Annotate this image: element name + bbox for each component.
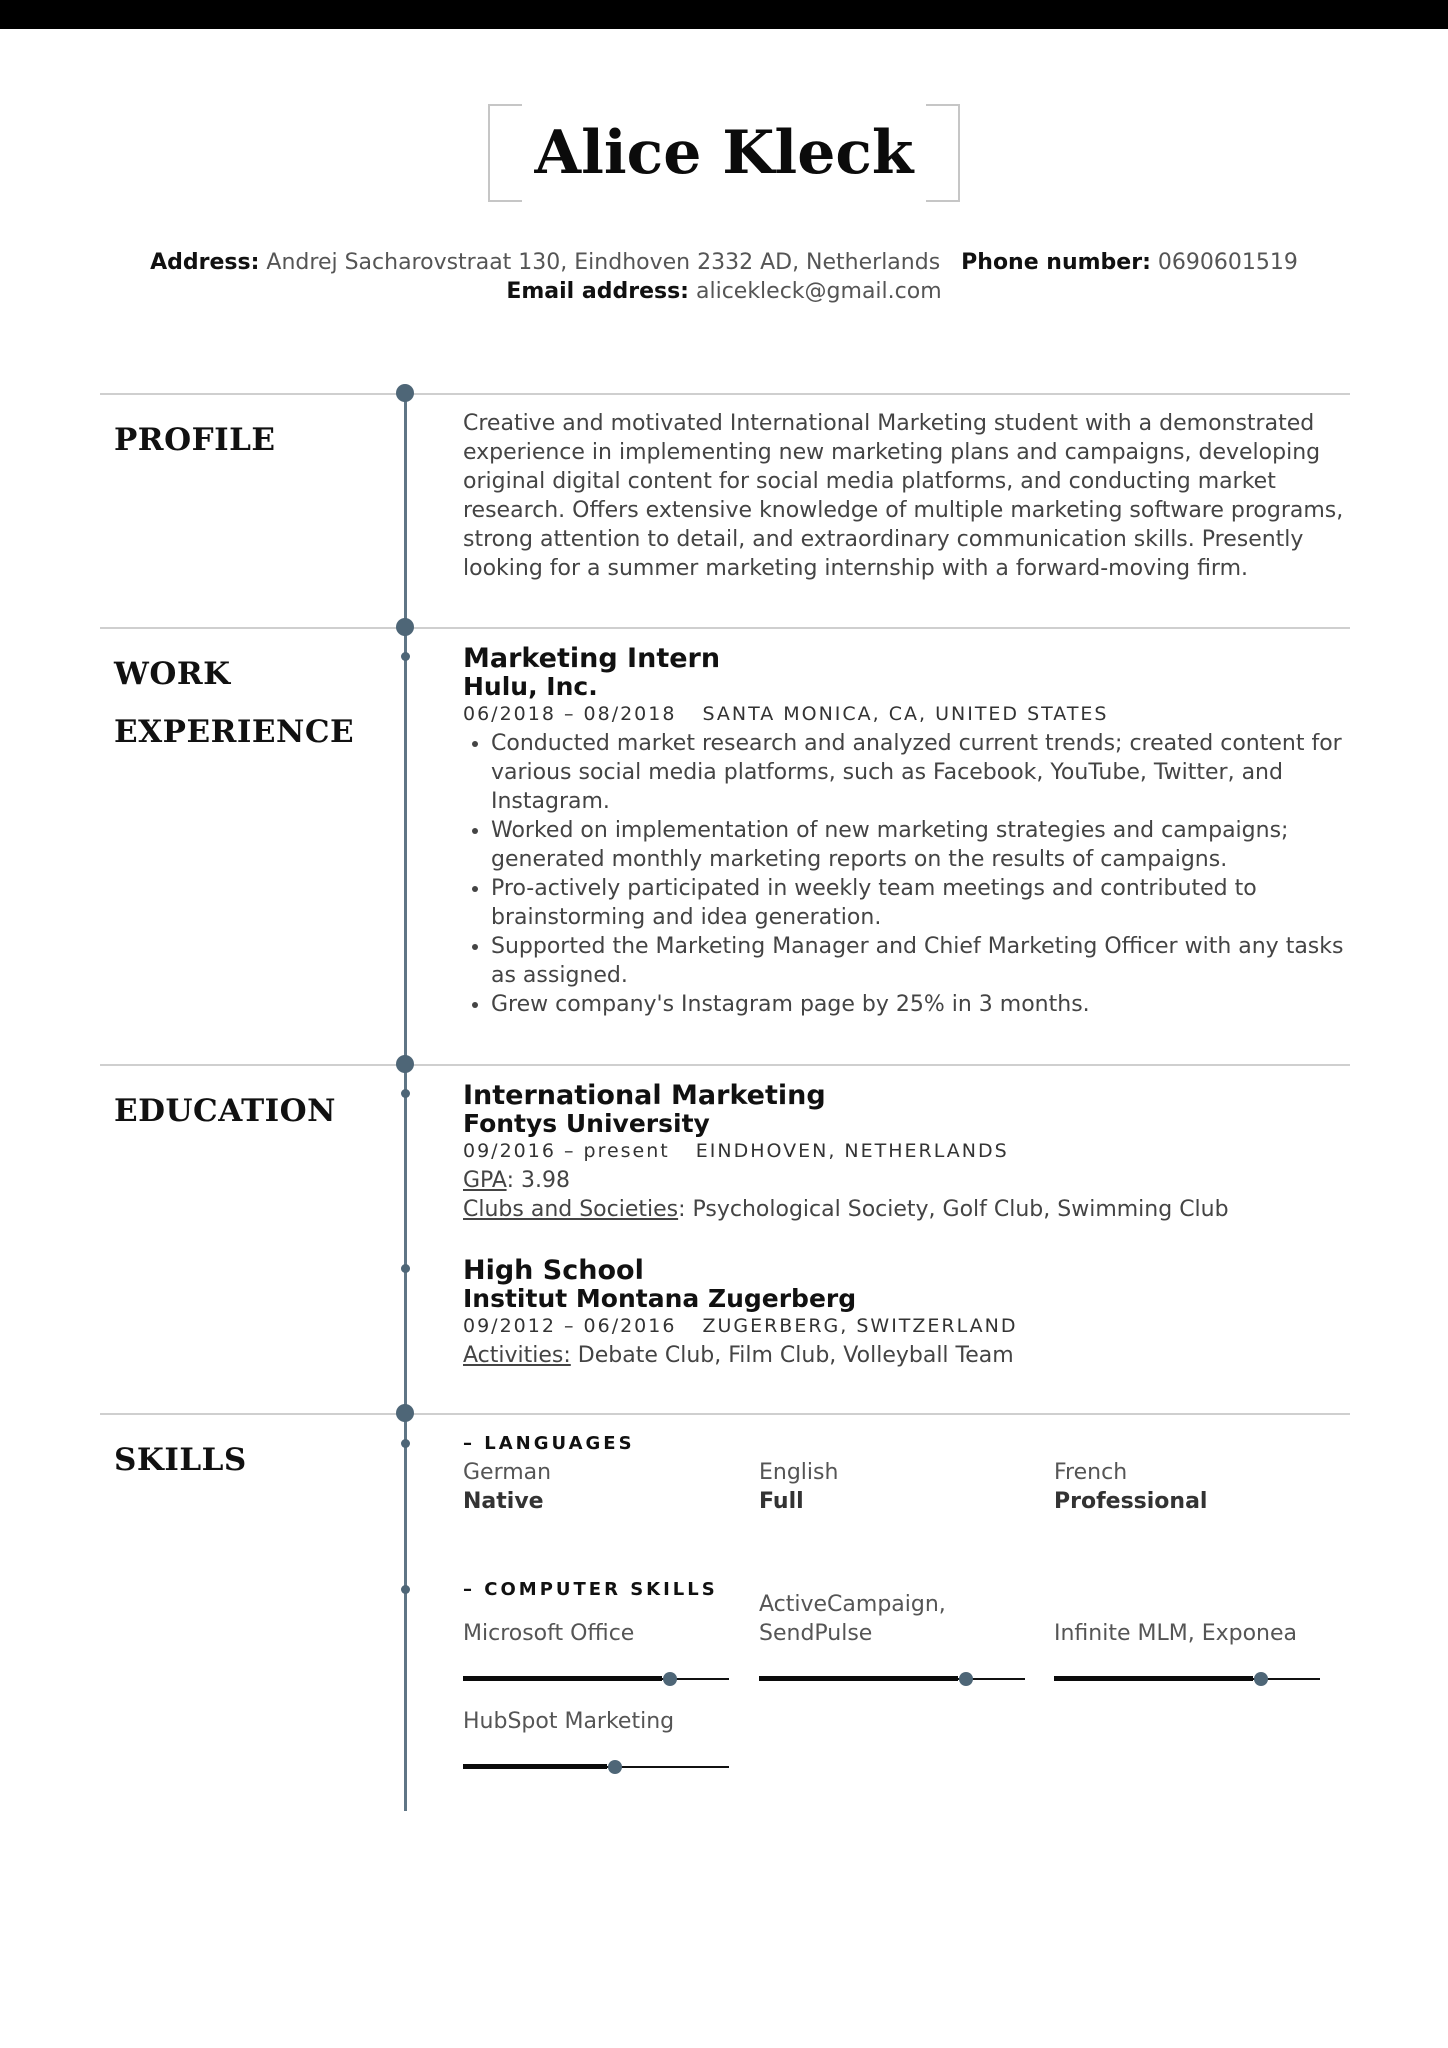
job-dates: 06/2018 – 08/2018 (463, 703, 677, 725)
skill-level-knob (959, 1672, 973, 1686)
skill-track (1054, 1678, 1320, 1680)
skill-level-knob (1254, 1672, 1268, 1686)
language-level: Native (463, 1489, 544, 1514)
list-item: • Grew company's Instagram page by 25% in 3 months. (491, 990, 1348, 1019)
skill-level-knob (608, 1760, 622, 1774)
language-level: Full (759, 1489, 804, 1514)
edu-dates: 09/2012 – 06/2016 (463, 1315, 677, 1337)
clubs-value: : Psychological Society, Golf Club, Swimming Club (678, 1197, 1229, 1222)
computer-skills-heading: – COMPUTER SKILLS (463, 1579, 718, 1600)
language-name: English (759, 1460, 839, 1485)
divider-skills (100, 1413, 1350, 1415)
edu-school: Institut Montana Zugerberg (463, 1284, 857, 1313)
job-company: Hulu, Inc. (463, 672, 598, 701)
edu-degree: High School (463, 1255, 644, 1286)
language-level: Professional (1054, 1489, 1208, 1514)
timeline-dot (396, 1404, 414, 1422)
language-item (463, 1458, 743, 1516)
skill-name: HubSpot Marketing (463, 1709, 675, 1734)
edu-degree: International Marketing (463, 1080, 826, 1111)
section-title-education: EDUCATION (114, 1093, 336, 1129)
section-title-skills: SKILLS (114, 1442, 247, 1478)
timeline-dot (396, 618, 414, 636)
skill-level-knob (663, 1672, 677, 1686)
candidate-name: Alice Kleck (534, 118, 914, 188)
skill-fill (759, 1676, 958, 1681)
address-label: Address: (150, 250, 260, 275)
edu-meta (463, 1137, 1348, 1166)
job-meta (463, 700, 1348, 729)
job-role: Marketing Intern (463, 643, 721, 674)
list-item: • Supported the Marketing Manager and Chief Marketing Officer with any tasks as assigned. (491, 932, 1348, 990)
profile-content (463, 409, 1348, 583)
language-item (759, 1458, 1039, 1516)
timeline-line (404, 393, 407, 1811)
timeline-subdot (401, 652, 410, 661)
edu-gpa (463, 1166, 1348, 1195)
activities-label: Activities: (463, 1343, 571, 1368)
gpa-value: : 3.98 (506, 1168, 570, 1193)
skill-fill (1054, 1676, 1253, 1681)
email-label: Email address: (506, 279, 689, 304)
edu-dates: 09/2016 – present (463, 1140, 670, 1162)
job-bullets (463, 729, 1348, 1019)
section-title-work-line1: WORK (114, 656, 231, 692)
list-item: • Pro-actively participated in weekly team meetings and contributed to brainstorming and idea generation. (491, 874, 1348, 932)
edu-activities (463, 1341, 1348, 1370)
skill-fill (463, 1676, 662, 1681)
language-item (1054, 1458, 1334, 1516)
timeline-subdot (401, 1264, 410, 1273)
timeline-subdot (401, 1585, 410, 1594)
edu-school: Fontys University (463, 1109, 710, 1138)
timeline-subdot (401, 1439, 410, 1448)
skill-track (463, 1766, 729, 1768)
address-value: Andrej Sacharovstraat 130, Eindhoven 2332 AD, Netherlands (266, 250, 941, 275)
education-item-2 (463, 1256, 1348, 1370)
divider-education (100, 1064, 1350, 1066)
list-item: • Conducted market research and analyzed current trends; created content for various social media platforms, such as Facebook, YouTube, Twitter, and Instagram. (491, 729, 1348, 816)
skill-track (759, 1678, 1025, 1680)
skill-name: Infinite MLM, Exponea (1054, 1621, 1298, 1646)
language-name: German (463, 1460, 552, 1485)
timeline-subdot (401, 1089, 410, 1098)
timeline-dot (396, 1055, 414, 1073)
divider-work (100, 627, 1350, 629)
clubs-label: Clubs and Societies (463, 1197, 679, 1222)
section-title-work-line2: EXPERIENCE (114, 714, 355, 750)
skill-track (463, 1678, 729, 1680)
contact-line-1 (0, 250, 1448, 275)
language-name: French (1054, 1460, 1128, 1485)
job-location: SANTA MONICA, CA, UNITED STATES (702, 703, 1109, 725)
edu-meta (463, 1312, 1348, 1341)
education-item-1 (463, 1081, 1348, 1224)
edu-location: ZUGERBERG, SWITZERLAND (702, 1315, 1018, 1337)
list-item: • Worked on implementation of new marketing strategies and campaigns; generated monthly marketing reports on the results of campaigns. (491, 816, 1348, 874)
skill-fill (463, 1764, 607, 1769)
timeline-dot (396, 384, 414, 402)
skill-name: Microsoft Office (463, 1621, 635, 1646)
contact-line-2 (0, 279, 1448, 304)
section-title-profile: PROFILE (114, 422, 276, 458)
gpa-label: GPA (463, 1168, 507, 1193)
name-frame (488, 104, 960, 202)
work-content (463, 644, 1348, 1019)
phone-value: 0690601519 (1157, 250, 1298, 275)
languages-heading: – LANGUAGES (463, 1433, 635, 1454)
divider-profile (100, 393, 1350, 395)
phone-label: Phone number: (961, 250, 1151, 275)
activities-value: Debate Club, Film Club, Volleyball Team (570, 1343, 1014, 1368)
edu-clubs (463, 1195, 1348, 1224)
skill-name: ActiveCampaign, SendPulse (759, 1592, 946, 1646)
top-bar (0, 0, 1448, 29)
email-value[interactable]: alicekleck@gmail.com (695, 279, 942, 304)
section-title-work (114, 645, 354, 761)
edu-location: EINDHOVEN, NETHERLANDS (695, 1140, 1009, 1162)
profile-text: Creative and motivated International Marketing student with a demonstrated experience in implementing new marketing plans and campaigns, developing original digital content for social media platforms, and conducting market research. Offers extensive knowledge of multiple marketing software programs, strong attention to detail, and extraordinary communication skills. Presently looking for a summer marketing internship with a forward-moving firm. (463, 411, 1344, 581)
